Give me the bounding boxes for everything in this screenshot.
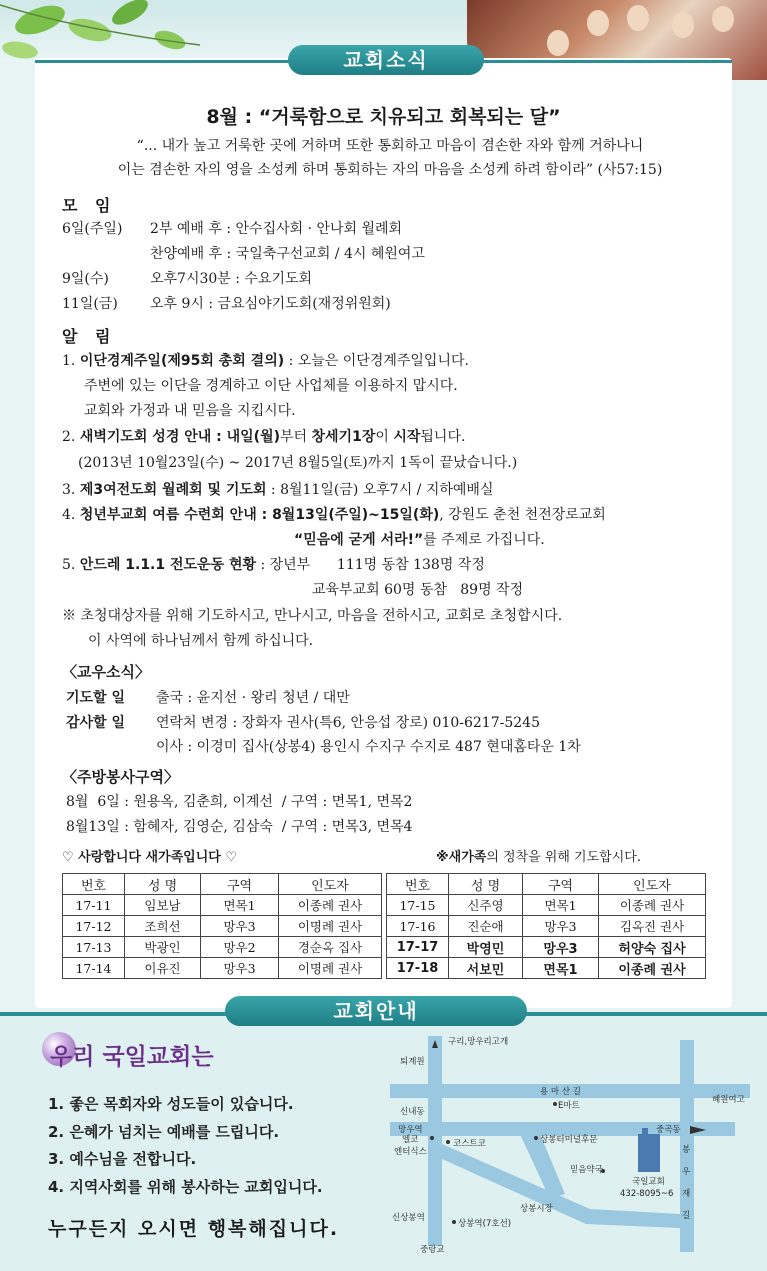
map-marker [430,1136,434,1140]
church-heading: 우리 국일교회는 [50,1038,214,1071]
map-label: 상봉역(7호선) [458,1219,512,1229]
col-header: 성 명 [125,874,201,895]
meetings-heading: 모 임 [62,196,117,215]
thank-text-2: 이사 : 이경미 집사(상봉4) 용인시 수지구 수지로 487 현대홈타운 1차 [156,739,581,755]
table-cell: 박영민 [449,937,523,958]
meeting-text: 찬양예배 후 : 국일축구선교회 / 4시 혜원여고 [150,246,425,262]
map-label: 우 [682,1167,691,1177]
map-label: 엔터식스 [394,1147,427,1157]
pray-text: 출국 : 윤지선 · 왕리 청년 / 대만 [156,690,350,706]
map-label: 봉 [682,1145,691,1155]
table-cell: 망우3 [201,916,279,937]
notice-3: 3. 제3여전도회 월례회 및 기도회 : 8월11일(금) 오후7시 / 지하예배실 [62,482,494,498]
table-header-row [387,874,706,895]
table-cell: 신주영 [449,895,523,916]
notice-2: 2. 새벽기도회 성경 안내 : 내일(월)부터 창세기1장이 시작됩니다. [62,429,466,445]
church-point: 2. 은혜가 넘치는 예배를 드립니다. [48,1123,280,1141]
map-marker [446,1140,450,1144]
map-label: 상봉터미널후문 [540,1135,598,1145]
notice-4: 4. 청년부교회 여름 수련회 안내 : 8월13일(주일)~15일(화), 강원도 춘천 천전장로교회 [62,507,606,523]
pray-label: 기도할 일 [66,690,125,706]
col-header: 인도자 [279,874,382,895]
table-cell: 망우3 [523,937,599,958]
meeting-date: 6일(주일) [62,221,123,237]
notice-2-line-2: (2013년 10월23일(수) ~ 2017년 8월5일(토)까지 1독이 끝났습니다.) [78,455,518,471]
notice-1-line-2: 주변에 있는 이단을 경계하고 이단 사업체를 이용하지 맙시다. [84,378,458,394]
map-label: 국일교회 [632,1177,665,1187]
map-marker [642,1128,648,1136]
map-road-left [428,1036,442,1246]
table-row [387,958,706,979]
map-label: 중랑교 [420,1245,445,1255]
table-cell: 진순애 [449,916,523,937]
church-point: 3. 예수님을 전합니다. [48,1150,197,1168]
table-cell: 망우2 [201,937,279,958]
col-header: 번호 [63,874,125,895]
table-row [63,937,382,958]
welcome-text: 누구든지 오시면 행복해집니다. [48,1218,340,1240]
map-label: 신상봉역 [392,1213,425,1223]
newfam-heading: ♡ 사랑합니다 새가족입니다 ♡ [62,850,238,865]
news-title: 교회소식 [288,45,484,75]
table-cell: 박광인 [125,937,201,958]
map-label: 혜원여고 [712,1095,745,1105]
notices-heading: 알 림 [62,327,117,346]
map-marker [452,1220,456,1224]
notice-5: 5. 안드레 1.1.1 전도운동 현황 : 장년부 111명 동참 138명 작정 [62,557,485,573]
table-cell: 임보남 [125,895,201,916]
table-cell: 망우3 [201,958,279,979]
meeting-text: 오후7시30분 : 수요기도회 [150,271,313,287]
table-cell: 허양숙 집사 [599,937,706,958]
table-cell: 면목1 [523,895,599,916]
table-row [387,895,706,916]
table-cell: 면목1 [201,895,279,916]
thank-text: 연락처 변경 : 장화자 권사(특6, 안응섭 장로) 010-6217-5245 [156,715,540,731]
map-label: 믿음약국 [570,1165,603,1175]
notice-1: 1. 이단경계주일(제95회 총회 결의) : 오늘은 이단경계주일입니다. [62,353,469,369]
table-cell: 17-14 [63,958,125,979]
map-marker [553,1102,557,1106]
church-point: 4. 지역사회를 위해 봉사하는 교회입니다. [48,1178,323,1196]
table-row [387,937,706,958]
table-cell: 이종례 권사 [599,958,706,979]
newfam-note: ※새가족의 정착을 위해 기도합시다. [436,850,641,865]
col-header: 성 명 [449,874,523,895]
members-heading: 〈교우소식〉 [62,663,150,681]
table-cell: 17-15 [387,895,449,916]
table-cell: 이명례 권사 [279,916,382,937]
map-label: 신내동 [400,1107,425,1117]
kitchen-line-1: 8월 6일 : 원용옥, 김춘희, 이계선 / 구역 : 면목1, 면목2 [66,794,413,810]
newfam-table-left [62,873,382,979]
map-label: 432-8095~6 [620,1189,674,1199]
table-cell: 조희선 [125,916,201,937]
table-row [63,895,382,916]
table-cell: 이종례 권사 [279,895,382,916]
quote-line-2: 이는 겸손한 자의 영을 소성케 하며 통회하는 자의 마음을 소성케 하려 함이라” (사57:15) [117,162,663,178]
map-label: 구리,망우리고개 [448,1037,509,1047]
church-point: 1. 좋은 목회자와 성도들이 있습니다. [48,1095,294,1113]
table-header-row [63,874,382,895]
kitchen-line-2: 8월13일 : 함혜자, 김영순, 김삼숙 / 구역 : 면목3, 면목4 [66,819,413,835]
table-row [387,916,706,937]
map-label: 망우역 [398,1125,423,1135]
map-label: E마트 [558,1101,580,1111]
meeting-text: 오후 9시 : 금요심야기도회(재정위원회) [150,296,391,312]
table-row [63,958,382,979]
table-cell: 김옥진 권사 [599,916,706,937]
location-map [390,1034,750,1258]
invite-note-2: 이 사역에 하나님께서 함께 하십니다. [88,633,314,649]
map-label: 코스트코 [453,1139,486,1149]
map-marker [638,1134,660,1172]
table-cell: 경순옥 집사 [279,937,382,958]
kitchen-heading: 〈주방봉사구역〉 [62,768,179,786]
notice-1-line-3: 교회와 가정과 내 믿음을 지킵시다. [84,403,296,419]
table-cell: 면목1 [523,958,599,979]
map-label: 퇴계원 [400,1057,425,1067]
table-cell: 망우3 [523,916,599,937]
map-label: 용 마 산 길 [540,1087,581,1097]
table-cell: 이유진 [125,958,201,979]
notice-5-line-2: 교육부교회 60명 동참 89명 작정 [312,582,524,598]
leaves-decoration [0,0,210,62]
table-cell: 서보민 [449,958,523,979]
month-theme: 8월 : “거룩함으로 치유되고 회복되는 달” [206,106,561,128]
map-label: 재 [682,1189,691,1199]
meeting-date: 11일(금) [62,296,118,312]
scripture-quote [60,134,720,182]
table-cell: 17-16 [387,916,449,937]
meeting-text: 2부 예배 후 : 안수집사회 · 안나회 월례회 [150,221,403,237]
table-cell: 17-13 [63,937,125,958]
thank-label: 감사할 일 [66,715,125,731]
table-cell: 17-17 [387,937,449,958]
map-label: 중곡동 [656,1125,681,1135]
table-row [63,916,382,937]
col-header: 번호 [387,874,449,895]
quote-line-1: “... 내가 높고 거룩한 곳에 거하며 또한 통회하고 마음이 겸손한 자와 함께 거하나니 [136,138,644,154]
table-cell: 17-11 [63,895,125,916]
col-header: 인도자 [599,874,706,895]
table-cell: 17-18 [387,958,449,979]
table-cell: 이명례 권사 [279,958,382,979]
map-label: 상봉시장 [520,1204,553,1214]
map-marker [534,1136,538,1140]
guide-title: 교회안내 [225,996,527,1026]
table-cell: 이종례 권사 [599,895,706,916]
map-label: 엘코 [402,1135,419,1145]
invite-note: ※ 초청대상자를 위해 기도하시고, 만나시고, 마음을 전하시고, 교회로 초청합시다. [62,608,563,624]
notice-4-line-2: “믿음에 굳게 서라!”를 주제로 가집니다. [294,532,545,548]
newfam-table-right [386,873,706,979]
col-header: 구역 [201,874,279,895]
col-header: 구역 [523,874,599,895]
map-label: 길 [682,1211,691,1221]
meeting-date: 9일(수) [62,271,109,287]
table-cell: 17-12 [63,916,125,937]
